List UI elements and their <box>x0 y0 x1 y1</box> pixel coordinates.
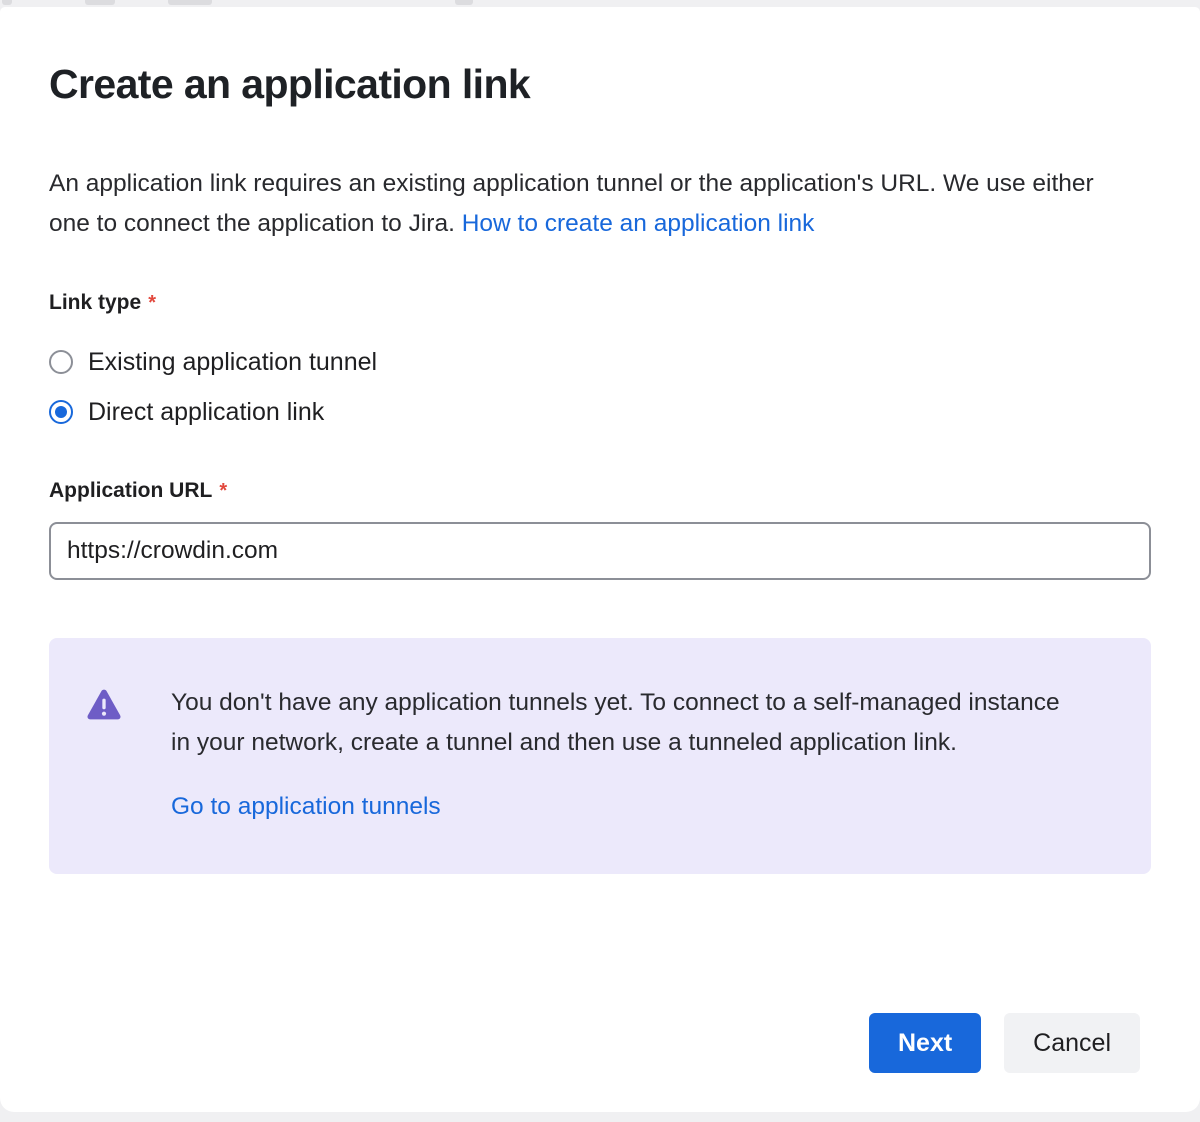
link-type-label-row <box>49 291 1151 315</box>
background-remnant <box>455 0 473 5</box>
next-button[interactable]: Next <box>869 1013 981 1073</box>
warning-triangle-icon <box>84 685 124 725</box>
required-asterisk: * <box>148 291 156 314</box>
dialog-footer <box>869 1013 1140 1073</box>
radio-option-label: Existing application tunnel <box>88 347 378 376</box>
application-url-input[interactable] <box>49 522 1151 580</box>
radio-option-existing-tunnel[interactable] <box>49 337 1151 387</box>
description-text: An application link requires an existing application tunnel or the application's URL. We use either one to connect the application to Jira. <box>49 170 1094 237</box>
link-type-label: Link type <box>49 291 142 314</box>
warning-message: You don't have any application tunnels yet. To connect to a self-managed instance in your network, create a tunnel and then use a tunneled application link. <box>171 689 1060 756</box>
application-url-label: Application URL <box>49 479 213 502</box>
create-application-link-dialog <box>0 7 1200 1112</box>
background-remnant <box>2 0 12 5</box>
background-remnant <box>85 0 115 5</box>
application-url-label-row <box>49 479 1151 503</box>
dialog-title: Create an application link <box>49 61 531 107</box>
warning-banner <box>49 638 1151 874</box>
cancel-button[interactable]: Cancel <box>1004 1013 1140 1073</box>
radio-option-label: Direct application link <box>88 397 325 426</box>
dialog-description <box>49 164 1141 244</box>
background-remnant <box>168 0 212 5</box>
go-to-application-tunnels-link[interactable]: Go to application tunnels <box>171 793 441 820</box>
how-to-create-link[interactable]: How to create an application link <box>461 210 815 237</box>
required-asterisk: * <box>219 479 228 502</box>
link-type-radio-group <box>49 337 1151 437</box>
radio-button-icon[interactable] <box>49 400 73 424</box>
warning-content <box>171 683 1076 827</box>
radio-button-icon[interactable] <box>49 350 73 374</box>
radio-option-direct-link[interactable] <box>49 387 1151 437</box>
